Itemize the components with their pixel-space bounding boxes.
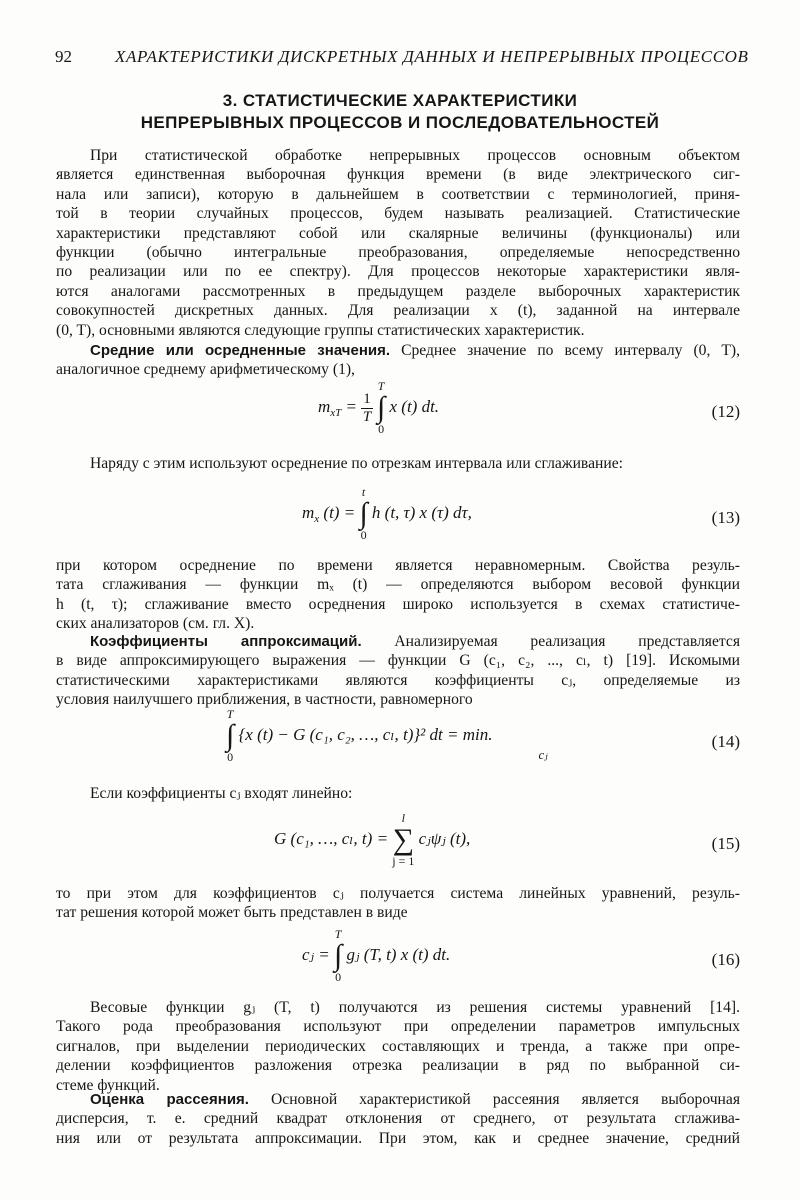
dispersion-heading: Оценка рассеяния. xyxy=(90,1091,249,1108)
intro-paragraph xyxy=(56,146,740,340)
text-line: является единственная выборочная функция времени (в виде электрического сиг- xyxy=(56,166,740,184)
equation-number: (12) xyxy=(711,402,740,421)
text-line xyxy=(56,341,740,360)
formula-15-body: G (c₁, …, cₗ, t) = l ∑ j = 1 cⱼψⱼ (t), xyxy=(274,811,471,868)
text-line: Наряду с этим используют осреднение по отрезкам интервала или сглаживание: xyxy=(90,455,623,472)
linear-intro xyxy=(56,784,740,803)
text-line: нала или записи), которую в дальнейшем в соответствии с терминологией, приня- xyxy=(56,185,740,203)
text-line: функции (обычно интегральные преобразования, определяемые непосредственно xyxy=(56,244,740,262)
text-line xyxy=(56,632,740,651)
formula-13-body: $m_x$ (t) = t ∫ 0 h (t, τ) x (τ) dτ, xyxy=(302,485,472,542)
equation-number: (14) xyxy=(711,732,740,751)
text-line: при котором осреднение по времени является неравномерным. Свойства резуль- xyxy=(56,557,740,574)
means-text: Среднее значение по всему интервалу (0, T), xyxy=(390,342,741,359)
text-line: то при этом для коэффициентов cⱼ получается система линейных уравнений, резуль- xyxy=(56,885,740,902)
formula-14-body: T ∫ 0 {x (t) − G (c₁, c₂, …, cₗ, t)}² dt = min. cⱼ xyxy=(226,707,548,764)
sum-sign: l ∑ j = 1 xyxy=(392,811,415,868)
dispersion-text: Основной характеристикой рассеяния является выборочная xyxy=(248,1091,740,1108)
text-line xyxy=(56,1090,740,1109)
approximation-paragraph xyxy=(56,632,740,710)
text-line: h (t, τ); сглаживание вместо осреднения широко используется в схемах статистиче- xyxy=(56,595,740,613)
formula-13 xyxy=(0,478,740,558)
text-line: той в теории случайных процессов, будем называть реализацией. Статистические xyxy=(56,205,740,223)
equation-number: (16) xyxy=(711,950,740,969)
text-line: аналогичное среднему арифметическому (1), xyxy=(56,361,355,379)
text-line: ских анализаторов (см. гл. X). xyxy=(56,615,255,633)
text-line: Весовые функции gⱼ (T, t) получаются из решения системы уравнений [14]. xyxy=(90,999,740,1016)
text-line: условия наилучшего приближения, в частности, равномерного xyxy=(56,691,473,709)
section-title xyxy=(90,90,710,134)
page-number: 92 xyxy=(55,47,72,66)
weights-paragraph xyxy=(56,998,740,1095)
text-line: При статистической обработке непрерывных процессов основным объектом xyxy=(90,147,740,164)
equation-number: (15) xyxy=(711,834,740,853)
text-line: тата сглаживания — функции mₓ (t) — определяются выбором весовой функции xyxy=(56,576,740,594)
integral-sign: t ∫ 0 xyxy=(359,485,368,542)
formula-14 xyxy=(0,704,740,784)
fraction: $\frac{1}{T}$ xyxy=(362,390,372,425)
formula-16-body: cⱼ = T ∫ 0 gⱼ (T, t) x (t) dt. xyxy=(302,927,451,984)
system-paragraph xyxy=(56,884,740,923)
text-line: по реализации или по ее спектру). Для процессов некоторые характеристики явля- xyxy=(56,263,740,281)
means-heading: Средние или осредненные значения. xyxy=(90,342,391,359)
text-line: в виде аппроксимирующего выражения — функции G (c₁, c₂, ..., cₗ, t) [19]. Искомыми xyxy=(56,652,740,670)
integral-sign: T ∫ 0 xyxy=(377,379,386,436)
smoothing-intro xyxy=(56,454,740,473)
formula-12-body: $m_{xT}$ = $\frac{1}{T}$ T ∫ 0 x (t) dt. xyxy=(318,379,440,436)
text-line: дисперсия, т. е. средний квадрат отклонения от среднего, от результата сглажива- xyxy=(56,1110,740,1128)
formula-16 xyxy=(0,924,740,1004)
text-line: тат решения которой может быть представлен в виде xyxy=(56,904,408,922)
integral-sign: T ∫ 0 xyxy=(226,707,235,764)
text-line: ются аналогами рассмотренных в предыдущем разделе выборочных характеристик xyxy=(56,282,740,300)
section-title-line-1: 3. СТАТИСТИЧЕСКИЕ ХАРАКТЕРИСТИКИ xyxy=(222,91,578,110)
section-title-line-2: НЕПРЕРЫВНЫХ ПРОЦЕССОВ И ПОСЛЕДОВАТЕЛЬНОСТЕЙ xyxy=(140,113,660,132)
text-line: сигналов, при выделении периодических составляющих и тренда, а также при опре- xyxy=(56,1037,740,1055)
approx-heading: Коэффициенты аппроксимаций. xyxy=(90,633,362,650)
text-line: (0, T), основными являются следующие группы статистических характеристик. xyxy=(56,321,585,339)
text-line: статистическими характеристиками являются коэффициенты cⱼ, определяемые из xyxy=(56,671,740,689)
text-line: Такого рода преобразования используют при определении параметров импульсных xyxy=(56,1018,740,1036)
approx-text: Анализируемая реализация представляется xyxy=(361,633,740,650)
text-line: ния или от результата аппроксимации. При этом, как и среднее значение, средний xyxy=(56,1129,740,1147)
text-line: характеристики представляют собой или скалярные величины (функционалы) или xyxy=(56,224,740,242)
smoothing-paragraph xyxy=(56,556,740,634)
formula-12 xyxy=(0,372,740,452)
integral-sign: T ∫ 0 xyxy=(334,927,343,984)
text-line: делении коэффициентов разложения отрезка реализации в ряд по выбранной си- xyxy=(56,1057,740,1075)
formula-15 xyxy=(0,806,740,886)
text-line: стеме функций. xyxy=(56,1076,160,1094)
equation-number: (13) xyxy=(711,508,740,527)
dispersion-paragraph xyxy=(56,1090,740,1148)
text-line: совокупностей дискретных данных. Для реализации x (t), заданной на интервале xyxy=(56,302,740,320)
running-title: ХАРАКТЕРИСТИКИ ДИСКРЕТНЫХ ДАННЫХ И НЕПРЕРЫВНЫХ ПРОЦЕССОВ xyxy=(115,47,749,66)
text-line: Если коэффициенты cⱼ входят линейно: xyxy=(90,785,353,802)
